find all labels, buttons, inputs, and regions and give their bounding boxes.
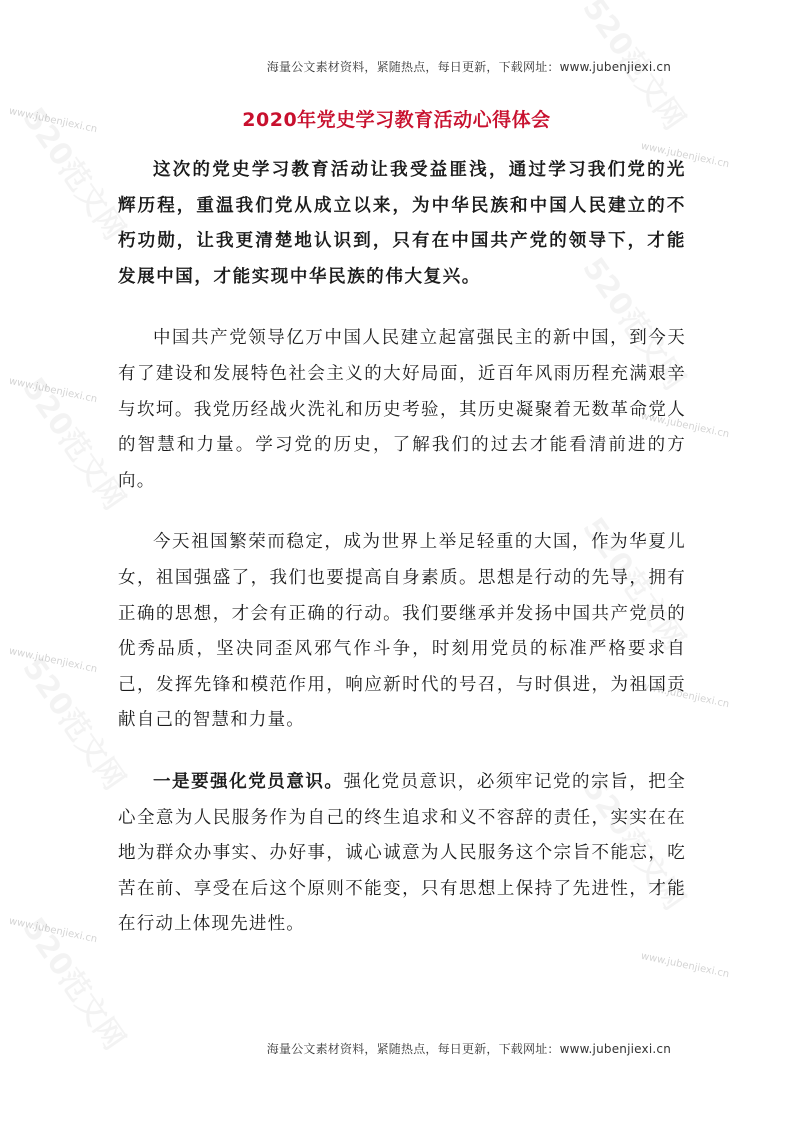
paragraph-4	[118, 765, 686, 943]
header-note: 海量公文素材资料，紧随热点，每日更新，下载网址：www.jubenjiexi.cn	[266, 60, 671, 74]
paragraph-4-text: 强化党员意识，必须牢记党的宗旨，把全心全意为人民服务作为自己的终生追求和义不容辞的责任，实实在在地为群众办事实、办好事，诚心诚意为人民服务这个宗旨不能忘，吃苦在前、享受在后这个原则不能变，只有思想上保持了先进性，才能在行动上体现先进性。	[118, 771, 686, 935]
document-body	[118, 153, 686, 969]
paragraph-1: 这次的党史学习教育活动让我受益匪浅，通过学习我们党的光辉历程，重温我们党从成立以来，为中华民族和中国人民建立的不朽功勋，让我更清楚地认识到，只有在中国共产党的领导下，才能发展中国，才能实现中华民族的伟大复兴。	[118, 160, 686, 287]
footer-note: 海量公文素材资料，紧随热点，每日更新，下载网址：www.jubenjiexi.cn	[266, 1042, 671, 1056]
watermark-layer: www.jubenjiexi.cn www.jubenjiexi.cn www.jubenjiexi.cn www.jubenjiexi.cn www.jubenjiexi.cn www.jubenjiexi.cn www.jubenjiexi.cn www.jubenjiexi.cn	[7, 105, 731, 981]
paragraph-3: 今天祖国繁荣而稳定，成为世界上举足轻重的大国，作为华夏儿女，祖国强盛了，我们也要提高自身素质。思想是行动的先导，拥有正确的思想，才会有正确的行动。我们要继承并发扬中国共产党员的优秀品质，坚决同歪风邪气作斗争，时刻用党员的标准严格要求自己，发挥先锋和模范作用，响应新时代的号召，与时俱进，为祖国贡献自己的智慧和力量。	[118, 532, 686, 731]
paragraph-2: 中国共产党领导亿万中国人民建立起富强民主的新中国，到今天有了建设和发展特色社会主义的大好局面，近百年风雨历程充满艰辛与坎坷。我党历经战火洗礼和历史考验，其历史凝聚着无数革命党人的智慧和力量。学习党的历史，了解我们的过去才能看清前进的方向。	[118, 328, 686, 491]
paragraph-4-lead: 一是要强化党员意识。	[153, 771, 344, 792]
document-title: 2020年党史学习教育活动心得体会	[242, 109, 551, 131]
